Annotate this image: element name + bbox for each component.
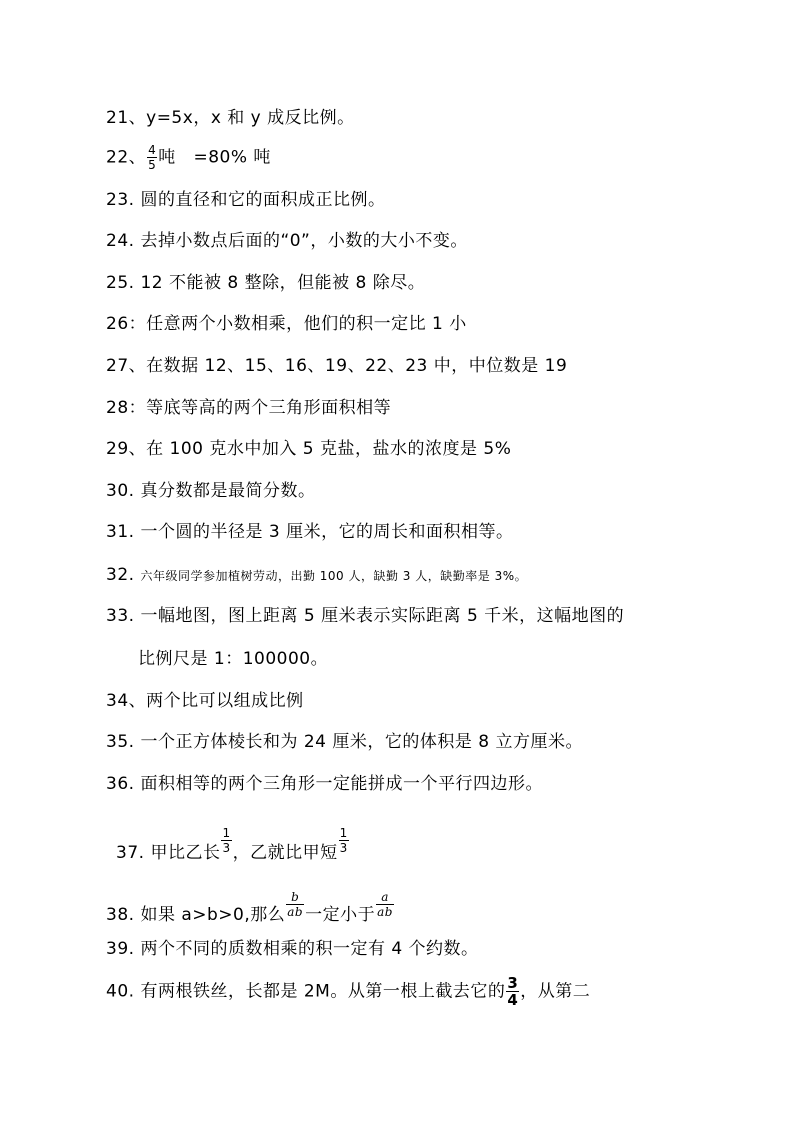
q22-frac-num: 4 xyxy=(148,143,157,157)
q40-fraction xyxy=(506,975,519,1008)
q22-prefix: 22、 xyxy=(106,147,147,168)
question-32 xyxy=(106,564,527,587)
q40-frac-num: 3 xyxy=(507,974,519,992)
question-21: 21、y=5x，x 和 y 成反比例。 xyxy=(106,108,355,128)
q38-frac2-num: a xyxy=(381,890,389,904)
q38-frac1-den: ab xyxy=(287,905,304,919)
question-31: 31. 一个圆的半径是 3 厘米，它的周长和面积相等。 xyxy=(106,522,514,542)
q22-suffix: 吨 =80% 吨 xyxy=(158,147,271,168)
q37-fraction-1 xyxy=(221,826,231,855)
question-24: 24. 去掉小数点后面的“0”，小数的大小不变。 xyxy=(106,231,468,251)
question-34: 34、两个比可以组成比例 xyxy=(106,691,304,711)
q37-prefix: 37. 甲比乙长 xyxy=(116,843,221,863)
question-30: 30. 真分数都是最简分数。 xyxy=(106,481,316,501)
q22-fraction xyxy=(147,143,157,172)
q38-fraction-1 xyxy=(286,890,304,919)
question-38 xyxy=(106,890,395,926)
q37-frac2-den: 3 xyxy=(339,841,348,855)
q37-frac1-num: 1 xyxy=(222,826,231,840)
q32-prefix: 32. xyxy=(106,565,141,585)
q40-prefix: 40. 有两根铁丝，长都是 2M。从第一根上截去它的 xyxy=(106,981,506,1002)
question-25: 25. 12 不能被 8 整除，但能被 8 除尽。 xyxy=(106,273,426,293)
question-27: 27、在数据 12、15、16、19、22、23 中，中位数是 19 xyxy=(106,356,568,376)
q40-frac-den: 4 xyxy=(507,991,519,1009)
q37-frac2-num: 1 xyxy=(339,826,348,840)
q37-middle: ，乙就比甲短 xyxy=(232,843,338,863)
question-22 xyxy=(106,143,271,172)
question-33-line-2: 比例尺是 1：100000。 xyxy=(138,649,329,669)
question-29: 29、在 100 克水中加入 5 克盐，盐水的浓度是 5% xyxy=(106,439,512,459)
q38-prefix: 38. 如果 a>b>0,那么 xyxy=(106,905,286,925)
q38-fraction-2 xyxy=(376,890,394,919)
q37-frac1-den: 3 xyxy=(222,841,231,855)
question-23: 23. 圆的直径和它的面积成正比例。 xyxy=(106,190,386,210)
question-26: 26：任意两个小数相乘，他们的积一定比 1 小 xyxy=(106,314,467,334)
question-35: 35. 一个正方体棱长和为 24 厘米，它的体积是 8 立方厘米。 xyxy=(106,732,584,752)
q38-frac1-num: b xyxy=(291,890,300,904)
q22-frac-den: 5 xyxy=(148,158,157,172)
question-36: 36. 面积相等的两个三角形一定能拼成一个平行四边形。 xyxy=(106,774,543,794)
question-33-line-1: 33. 一幅地图，图上距离 5 厘米表示实际距离 5 千米，这幅地图的 xyxy=(106,606,625,626)
q32-text: 六年级同学参加植树劳动，出勤 100 人，缺勤 3 人，缺勤率是 3%。 xyxy=(140,569,528,583)
q38-frac2-den: ab xyxy=(377,905,393,919)
q38-middle: 一定小于 xyxy=(305,905,376,925)
q37-fraction-2 xyxy=(339,826,349,855)
question-40 xyxy=(106,975,590,1008)
question-39: 39. 两个不同的质数相乘的积一定有 4 个约数。 xyxy=(106,939,479,959)
q40-suffix: ，从第二 xyxy=(520,981,591,1002)
question-37 xyxy=(116,826,350,864)
question-28: 28：等底等高的两个三角形面积相等 xyxy=(106,398,392,418)
